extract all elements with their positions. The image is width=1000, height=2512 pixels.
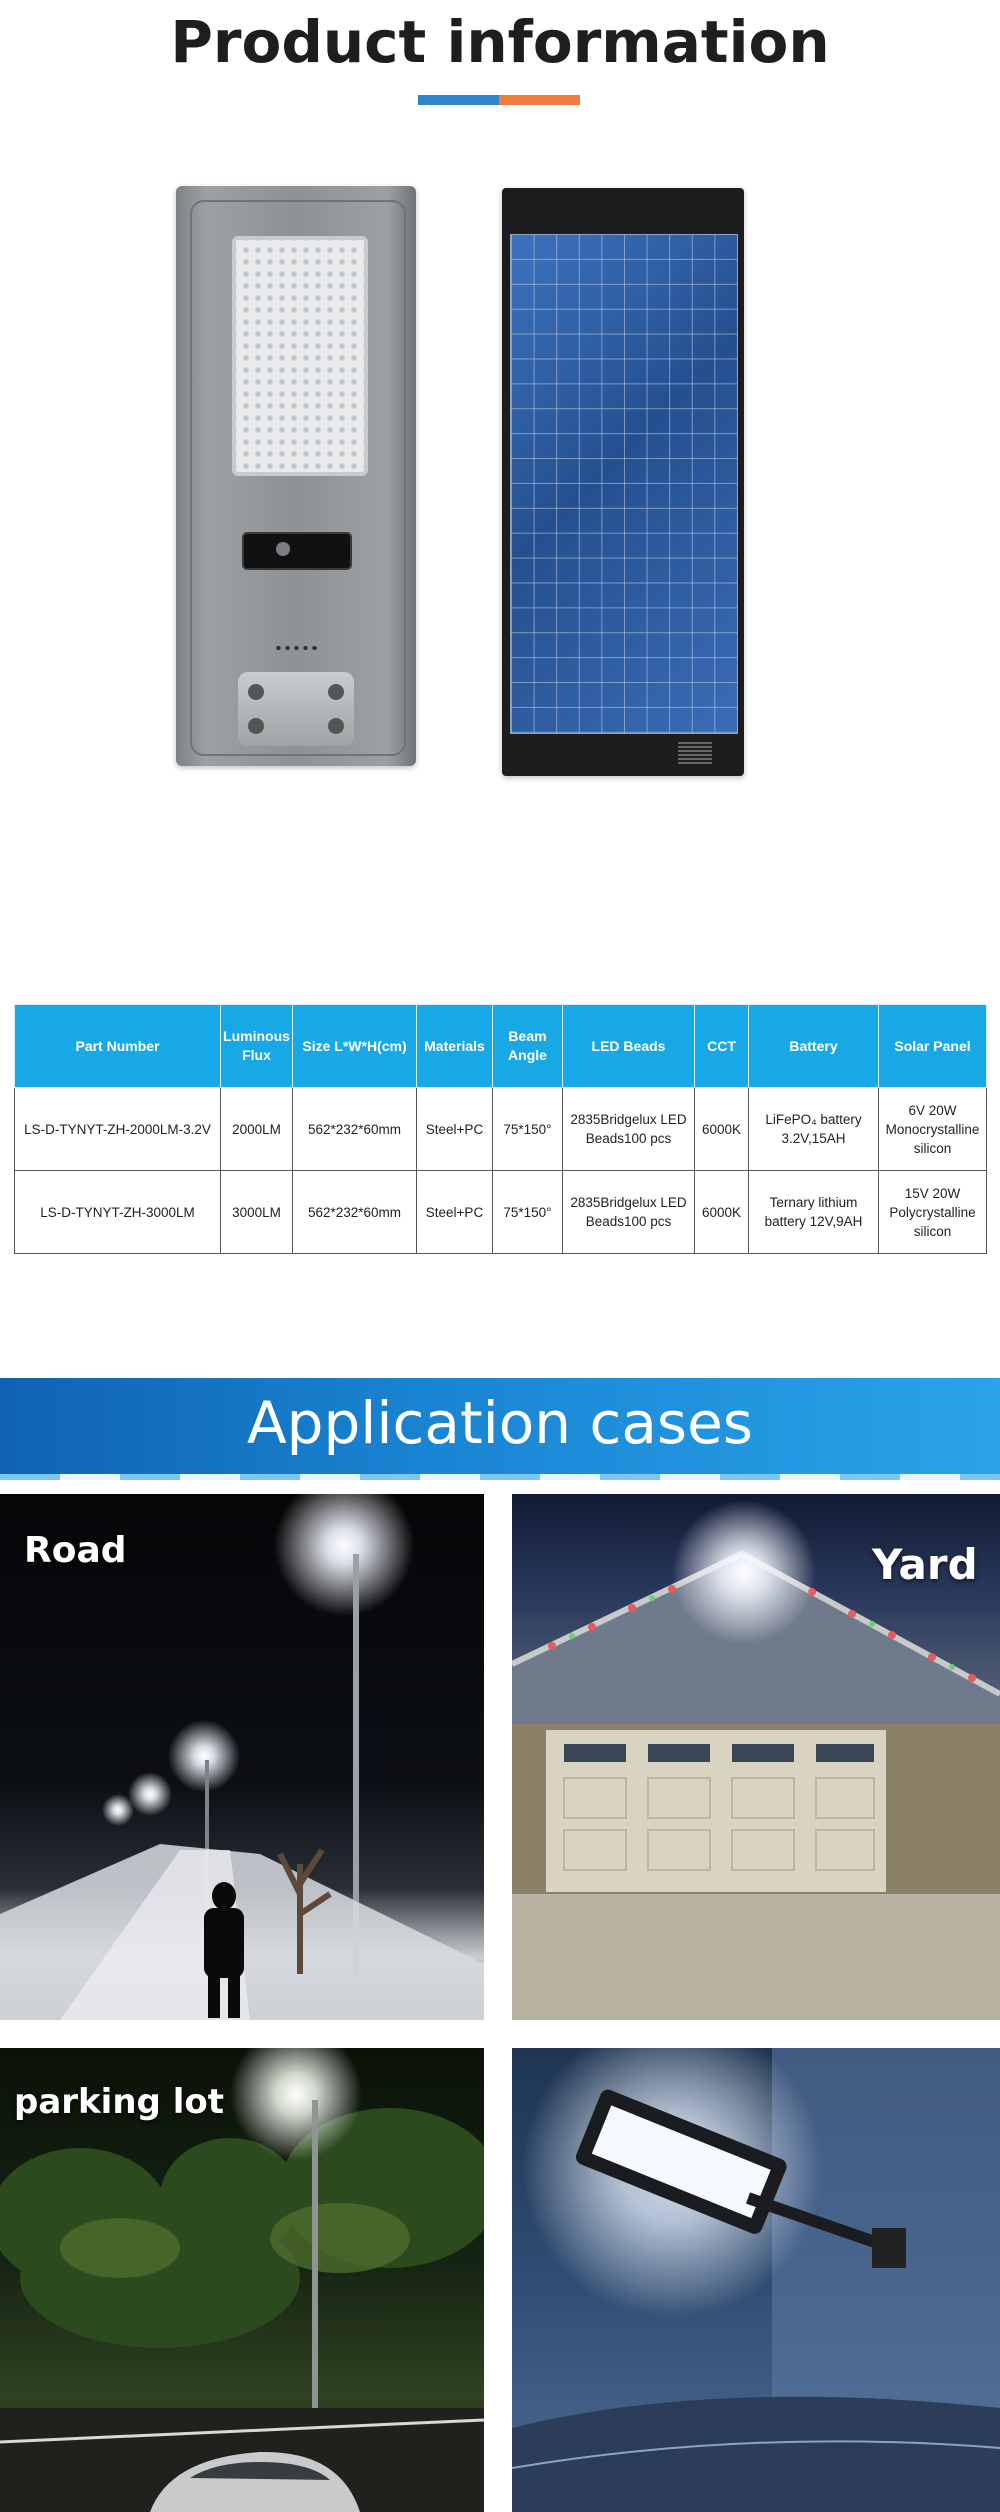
cell-materials: Steel+PC: [417, 1088, 493, 1171]
cell-cct: 6000K: [695, 1171, 749, 1254]
cell-solar-panel: 6V 20W Monocrystalline silicon: [879, 1088, 987, 1171]
road-scene-art: [0, 1494, 484, 2020]
title-underline: [418, 95, 580, 105]
table-row: [15, 1088, 987, 1171]
cell-led-beads: 2835Bridgelux LED Beads100 pcs: [563, 1088, 695, 1171]
label-parking-lot: parking lot: [14, 2082, 224, 2122]
indicator-dots: [274, 646, 318, 650]
led-panel: [232, 236, 368, 476]
header-part-number: Part Number: [15, 1005, 221, 1088]
cell-size: 562*232*60mm: [293, 1171, 417, 1254]
header-beam-angle: Beam Angle: [493, 1005, 563, 1088]
cell-luminous-flux: 3000LM: [221, 1171, 293, 1254]
header-luminous-flux: Luminous Flux: [221, 1005, 293, 1088]
scene-road-photo: [0, 1494, 484, 2020]
solar-cells: [510, 234, 738, 734]
application-title: Application cases: [246, 1389, 754, 1457]
table-header-row: [15, 1005, 987, 1088]
header-solar-panel: Solar Panel: [879, 1005, 987, 1088]
product-front-image: [176, 186, 416, 766]
header-led-beads: LED Beads: [563, 1005, 695, 1088]
scene-parking-lot-photo: [0, 2048, 484, 2512]
banner-stripe: [0, 1474, 1000, 1480]
label-road: Road: [24, 1530, 127, 1571]
header-cct: CCT: [695, 1005, 749, 1088]
spec-label-sticker: [678, 740, 712, 764]
table-row: [15, 1171, 987, 1254]
cell-part-number: LS-D-TYNYT-ZH-3000LM: [15, 1171, 221, 1254]
mount-bracket: [238, 672, 354, 746]
cell-led-beads: 2835Bridgelux LED Beads100 pcs: [563, 1171, 695, 1254]
cell-battery: LiFePO₄ battery 3.2V,15AH: [749, 1088, 879, 1171]
scene-streetlight-closeup-photo: [512, 2048, 1000, 2512]
page-title: Product information: [170, 8, 830, 76]
cell-size: 562*232*60mm: [293, 1088, 417, 1171]
cell-beam-angle: 75*150°: [493, 1088, 563, 1171]
cell-materials: Steel+PC: [417, 1171, 493, 1254]
cell-battery: Ternary lithium battery 12V,9AH: [749, 1171, 879, 1254]
cell-luminous-flux: 2000LM: [221, 1088, 293, 1171]
product-solar-panel-image: [502, 188, 744, 776]
cell-beam-angle: 75*150°: [493, 1171, 563, 1254]
underline-blue: [418, 95, 499, 105]
header-materials: Materials: [417, 1005, 493, 1088]
label-yard: Yard: [872, 1540, 978, 1589]
header-size: Size L*W*H(cm): [293, 1005, 417, 1088]
underline-orange: [499, 95, 580, 105]
pir-sensor: [242, 532, 352, 570]
spec-table: [14, 1004, 987, 1254]
cell-part-number: LS-D-TYNYT-ZH-2000LM-3.2V: [15, 1088, 221, 1171]
cell-solar-panel: 15V 20W Polycrystalline silicon: [879, 1171, 987, 1254]
scene-yard-photo: [512, 1494, 1000, 2020]
cell-cct: 6000K: [695, 1088, 749, 1171]
header-battery: Battery: [749, 1005, 879, 1088]
closeup-scene-art: [512, 2048, 1000, 2512]
